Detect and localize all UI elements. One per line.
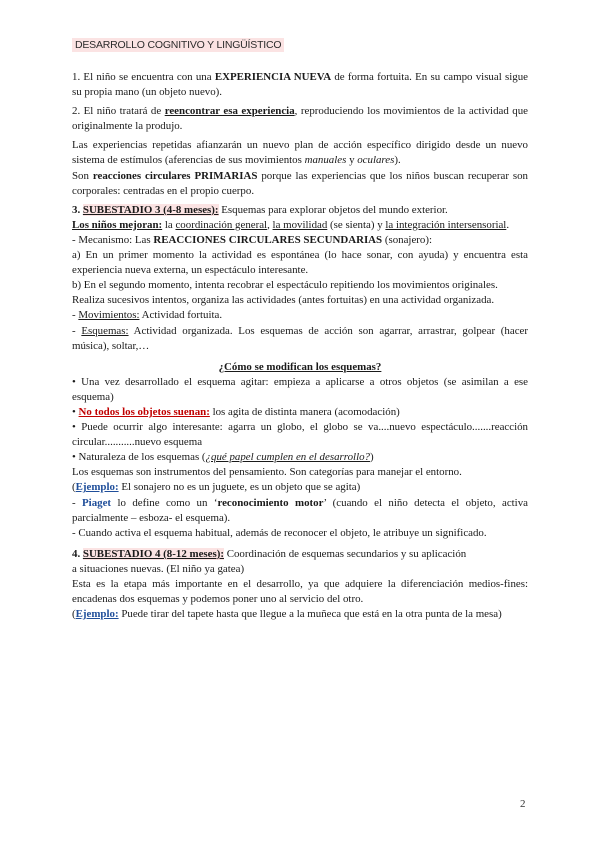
paragraph-esquemas: - Esquemas: Actividad organizada. Los esquemas de acción son agarrar, arrastrar, golpear (hacer música), soltar,…	[72, 324, 528, 352]
bullet-globo: • Puede ocurrir algo interesante: agarra un globo, el globo se va....nuevo espectáculo.......reacción circular...........nuevo esquema	[72, 421, 528, 449]
term-no-todos-suenan: No todos los objetos suenan:	[78, 405, 210, 418]
term-reacciones-primarias: reacciones circulares PRIMARIAS	[92, 169, 258, 182]
heading-subestadio-3: 3. SUBESTADIO 3 (4-8 meses): Esquemas para explorar objetos del mundo exterior.	[72, 203, 448, 216]
paragraph-ninos-mejoran: Los niños mejoran: la coordinación general, la movilidad (se sienta) y la integración intersensorial.	[72, 218, 510, 231]
paragraph-realiza: Realiza sucesivos intentos, organiza las actividades (antes fortuitas) en una actividad organizada.	[72, 294, 495, 307]
paragraph-mecanismo: - Mecanismo: Las REACCIONES CIRCULARES SECUNDARIAS (sonajero):	[72, 233, 433, 246]
paragraph-momento-b: b) En el segundo momento, intenta recobrar el espectáculo repitiendo los movimientos originales.	[72, 279, 498, 292]
running-header: DESARROLLO COGNITIVO Y LINGÜÍSTICO	[72, 38, 284, 52]
paragraph-cuando-activa: - Cuando activa el esquema habitual, además de reconocer el objeto, le atribuye un significado.	[72, 526, 487, 539]
document-body	[72, 70, 528, 622]
term-reencontrar: reencontrar esa experiencia	[164, 105, 295, 118]
heading-como-se-modifican: ¿Cómo se modifican los esquemas?	[218, 360, 382, 373]
bullet-no-todos-suenan: • No todos los objetos suenan: los agita de distinta manera (acomodación)	[72, 405, 400, 418]
page-number: 2	[520, 798, 526, 810]
paragraph-etapa-importante: Esta es la etapa más importante en el desarrollo, ya que adquiere la diferenciación medios-fines: encadenas dos esquemas y podemos poner uno al servicio del otro.	[72, 578, 528, 606]
bullet-agitar: • Una vez desarrollado el esquema agitar: empieza a aplicarse a otros objetos (se asimilan a ese esquema)	[72, 375, 528, 403]
term-experiencia-nueva: EXPERIENCIA NUEVA	[214, 71, 332, 83]
paragraph-piaget: - Piaget lo define como un ‘reconocimiento motor’ (cuando el niño detecta el objeto, activa parcialmente – esboza- el esquema).	[72, 496, 528, 524]
bullet-naturaleza: • Naturaleza de los esquemas (¿qué papel cumplen en el desarrollo?)	[72, 451, 374, 464]
paragraph-experiencias-repetidas: Las experiencias repetidas afianzarán un nuevo plan de acción específico dirigido desde un nuevo sistema de estímulos (aferencias de sus movimientos manuales y oculares).	[72, 139, 528, 167]
term-piaget: Piaget	[82, 496, 112, 509]
paragraph-experiencia-nueva: 1. El niño se encuentra con una EXPERIENCIA NUEVA de forma fortuita. En su campo visual sigue su propia mano (un objeto nuevo).	[72, 71, 528, 99]
paragraph-ejemplo-tapete: (Ejemplo: Puede tirar del tapete hasta que llegue a la muñeca que está en la otra punta de la mesa)	[72, 608, 502, 621]
paragraph-ejemplo-sonajero: (Ejemplo: El sonajero no es un juguete, es un objeto que se agita)	[72, 481, 361, 494]
subestadio-3-title: SUBESTADIO 3 (4-8 meses):	[82, 203, 219, 216]
subestadio-4-title: SUBESTADIO 4 (8-12 meses):	[82, 547, 224, 560]
paragraph-instrumentos: Los esquemas son instrumentos del pensamiento. Son categorías para manejar el entorno.	[72, 466, 462, 479]
paragraph-reacciones-primarias: Son reacciones circulares PRIMARIAS porque las experiencias que los niños buscan recuperar son corporales: centradas en el propio cuerpo.	[72, 169, 528, 197]
paragraph-movimientos: - Movimientos: Actividad fortuita.	[72, 309, 223, 322]
heading-subestadio-4: 4. SUBESTADIO 4 (8-12 meses): Coordinación de esquemas secundarios y su aplicación a situaciones nuevas. (El niño ya gatea)	[72, 547, 467, 575]
paragraph-momento-a: a) En un primer momento la actividad es espontánea (lo hace sonar, con ayuda) y encuentra esta experiencia nueva externa, un espectáculo interesante.	[72, 249, 528, 277]
paragraph-reencontrar: 2. El niño tratará de reencontrar esa experiencia, reproduciendo los movimientos de la actividad que originalmente la produjo.	[72, 105, 528, 133]
